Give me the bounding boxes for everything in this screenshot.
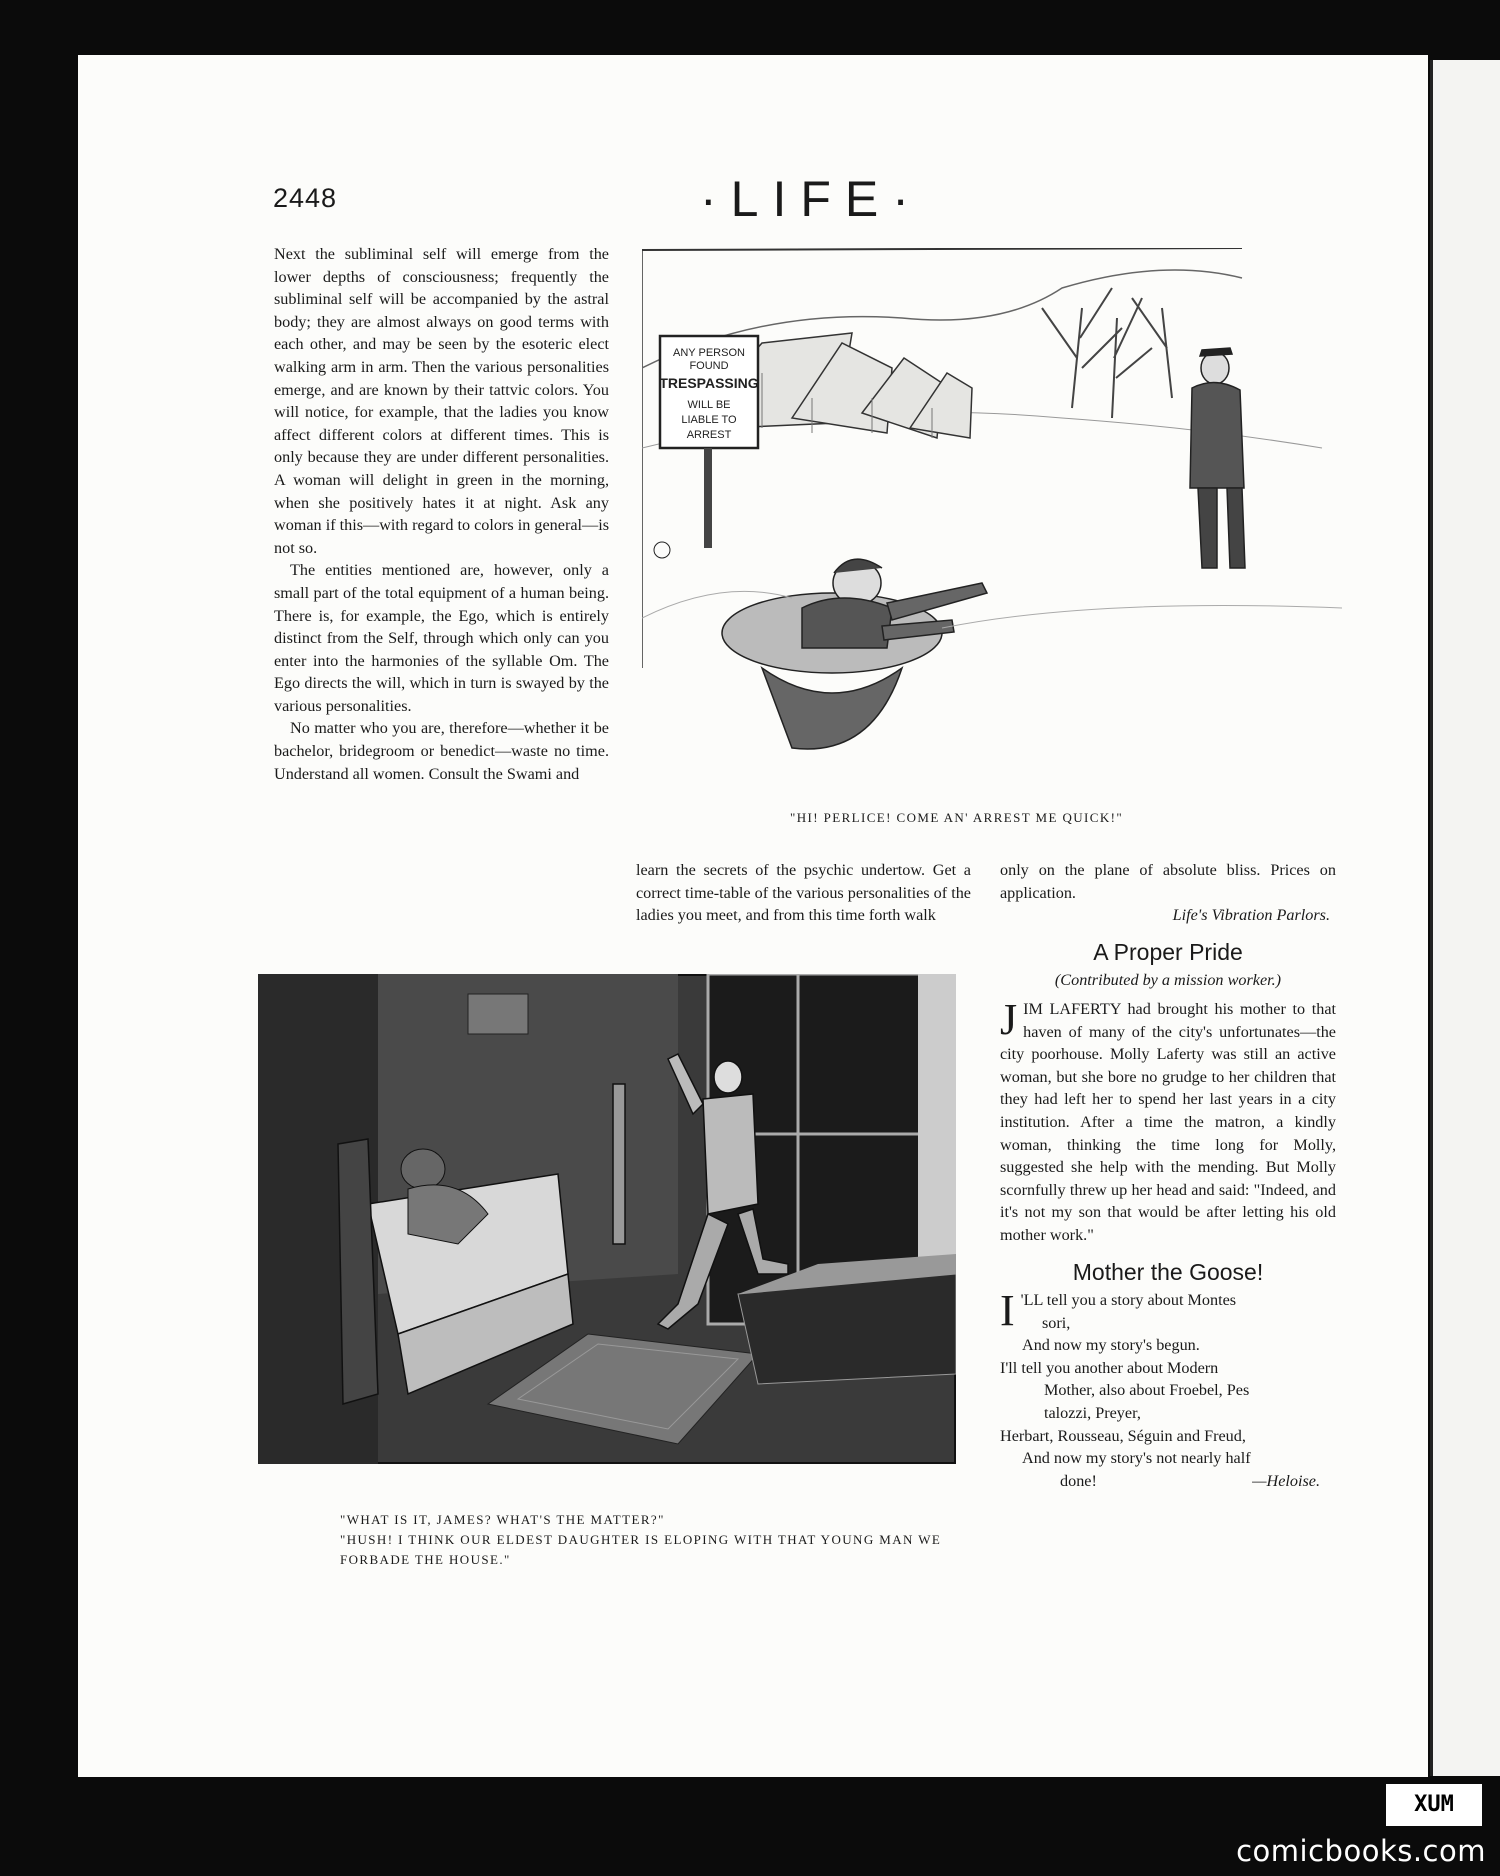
page-number: 2448	[273, 183, 338, 213]
poem-line: And now my story's begun.	[1022, 1336, 1200, 1355]
text-column-middle	[636, 859, 971, 927]
sign-line: FOUND	[689, 360, 729, 372]
caption-line: "WHAT IS IT, JAMES? WHAT'S THE MATTER?"	[340, 1512, 665, 1527]
sign-line: LIABLE TO	[681, 414, 737, 426]
paragraph: learn the secrets of the psychic undertow. Get a correct time-table of the various personalities of the ladies you meet, and from this time forth walk	[636, 861, 971, 925]
wall-picture	[468, 994, 528, 1034]
text-column-left	[274, 243, 609, 785]
poem-signature: —Heloise.	[1252, 1471, 1320, 1490]
winter-ice-illustration	[642, 248, 1342, 778]
poem-line: Mother, also about Froebel, Pes	[1044, 1381, 1250, 1400]
paragraph: only on the plane of absolute bliss. Prices on application.	[1000, 861, 1336, 902]
paragraph: The entities mentioned are, however, only a small part of the total equipment of a human being. There is, for example, the Ego, which is entirely distinct from the Self, through which only can you enter into the harmonies of the syllable Om. The Ego directs the will, which in turn is swayed by the various personalities.	[274, 561, 609, 715]
article-subtitle: (Contributed by a mission worker.)	[1054, 971, 1282, 990]
site-watermark	[1236, 1784, 1500, 1876]
poem-line: sori,	[1042, 1313, 1071, 1332]
sign-line: WILL BE	[687, 399, 731, 411]
poem-line: I'll tell you another about Modern	[1000, 1358, 1219, 1377]
poem-line: And now my story's not nearly half	[1022, 1449, 1251, 1468]
paragraph: No matter who you are, therefore—whether it be bachelor, bridegroom or benedict—waste no time. Understand all women. Consult the Swami and	[274, 719, 609, 783]
article-text: IM LAFERTY had brought his mother to that haven of many of the city's unfortunates—the city poorhouse. Molly Laferty was still an active woman, but she bore no grudge to her children that they had left her to spend her last years in a city institution. After a time the matron, a kindly woman, thinking the time long for Molly, suggested she help with the mending. But Molly scornfully threw up her head and said: "Indeed, and it's not my son that would be after letting his old mother work."	[1000, 999, 1336, 1244]
caption-line: "HUSH! I THINK OUR ELDEST DAUGHTER IS ELOPING WITH THAT YOUNG MAN WE FORBADE THE HOUSE."	[340, 1532, 942, 1567]
text-column-right	[1000, 859, 1336, 1492]
paragraph: Next the subliminal self will emerge from the lower depths of consciousness; frequently the subliminal self will be accompanied by the astral body; they are almost always on good terms with each other, and may be seen by the esoteric elect walking arm in arm. Then the various personalities emerge, and are known by their tattvic colors. You will notice, for example, that the ladies you know affect different colors at different times. This is only because they are under different personalities. A woman will delight in green in the morning, when she positively hates it at night. Ask any woman if this—with regard to colors in general—is not so.	[274, 245, 609, 557]
facing-page-edge	[1430, 60, 1500, 1776]
sign-line: ARREST	[686, 429, 732, 441]
illustration-caption	[340, 1510, 960, 1570]
poem-line: talozzi, Preyer,	[1044, 1404, 1141, 1423]
watermark-badge: XUM	[1386, 1784, 1482, 1826]
bedroom-elopement-illustration	[258, 974, 956, 1464]
poem	[1000, 1286, 1336, 1492]
drop-cap: J	[1000, 994, 1018, 1044]
poem-final-line: done! —Heloise.	[1000, 1470, 1336, 1493]
article-body	[1000, 994, 1336, 1247]
sign-line: ANY PERSON	[673, 347, 745, 359]
poem-line: I 'LL tell you a story about Montes	[1000, 1286, 1237, 1336]
watermark-text: comicbooks.com	[1236, 1834, 1486, 1868]
poem-title: Mother the Goose!	[1072, 1258, 1264, 1285]
article-title: A Proper Pride	[1093, 938, 1243, 965]
masthead: ·LIFE·	[700, 171, 923, 227]
illustration-caption: "HI! PERLICE! COME AN' ARREST ME QUICK!"	[790, 810, 1124, 825]
drop-cap: I	[1000, 1286, 1015, 1336]
signature: Life's Vibration Parlors.	[1172, 906, 1330, 925]
sign-line: TRESPASSING	[659, 375, 759, 391]
poem-line: Herbart, Rousseau, Séguin and Freud,	[1000, 1426, 1246, 1445]
